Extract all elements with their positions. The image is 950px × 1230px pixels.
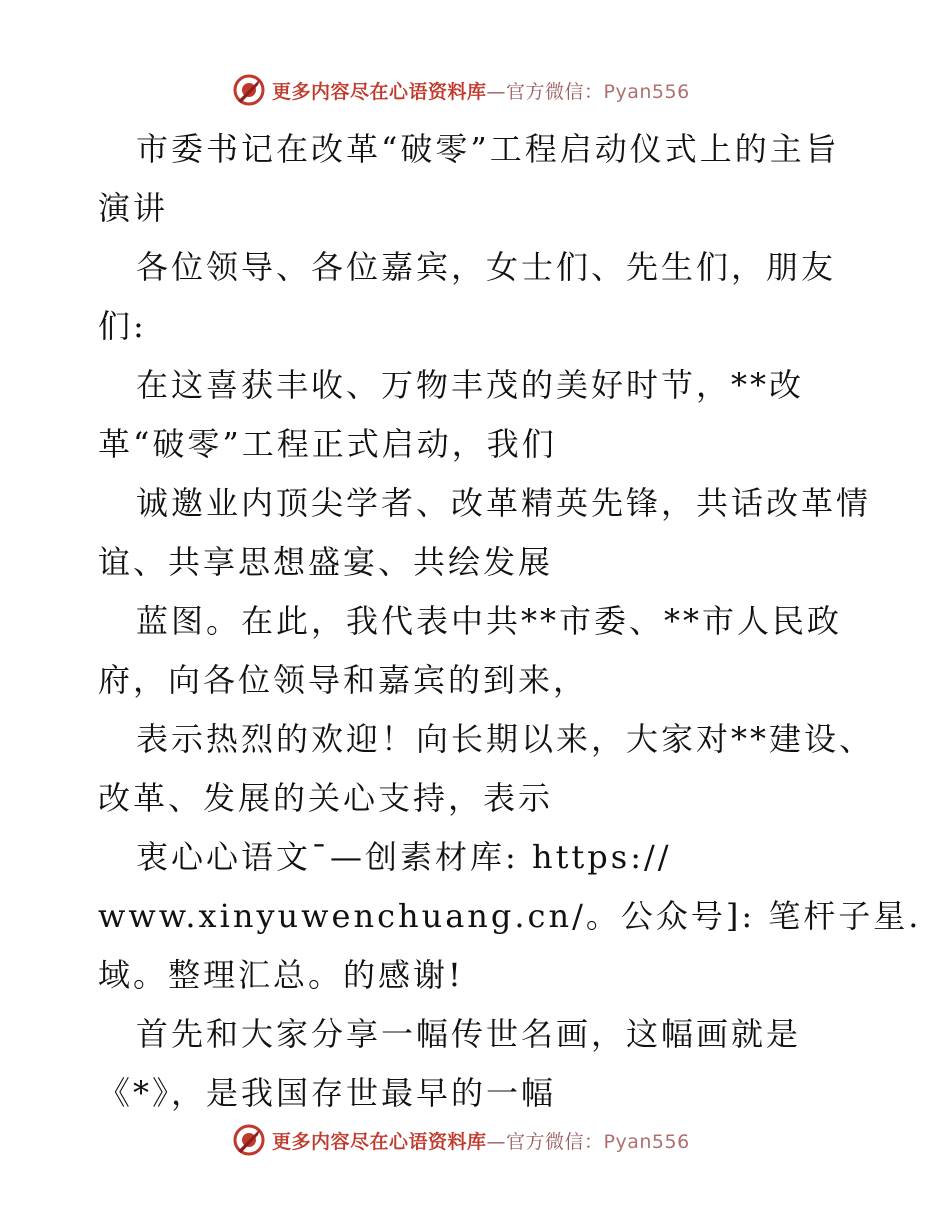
pen-logo-icon <box>232 1123 266 1157</box>
document-body <box>98 120 922 1123</box>
text-line: 《*》，是我国存世最早的一幅 <box>98 1074 557 1112</box>
header-watermark-banner <box>232 72 690 108</box>
text-line: 府，向各位领导和嘉宾的到来， <box>98 661 589 699</box>
text-line: 演讲 <box>98 189 169 227</box>
text-line: 们: <box>98 307 147 345</box>
banner-text: 更多内容尽在心语资料库—官方微信：Pyan556 <box>272 1130 690 1153</box>
text-line: 谊、共享思想盛宴、共绘发展 <box>98 543 554 581</box>
text-line: 改革、发展的关心支持，表示 <box>98 779 554 817</box>
text-line: 诚邀业内顶尖学者、改革精英先锋，共话改革情 <box>136 484 872 522</box>
text-line: 市委书记在改革“破零”工程启动仪式上的主旨 <box>136 130 840 168</box>
text-line: 域。整理汇总。的感谢! <box>98 956 464 994</box>
footer-watermark-banner <box>232 1122 690 1158</box>
text-line: 各位领导、各位嘉宾，女士们、先生们，朋友 <box>136 248 837 286</box>
text-line: 表示热烈的欢迎！向长期以来，大家对**建设、 <box>136 720 875 758</box>
text-line: www.xinyuwenchuang.cn/。公众号]: 笔杆子星. <box>98 897 922 935</box>
text-line: 革“破零”工程正式启动，我们 <box>98 425 557 463</box>
text-line: 首先和大家分享一幅传世名画，这幅画就是 <box>136 1015 802 1053</box>
text-line: 衷心心语文¯—创素材库: https:// <box>136 838 672 876</box>
text-line: 在这喜获丰收、万物丰茂的美好时节，**改 <box>136 366 805 404</box>
text-line: 蓝图。在此，我代表中共**市委、**市人民政 <box>136 602 843 640</box>
pen-logo-icon <box>232 73 266 107</box>
banner-text: 更多内容尽在心语资料库—官方微信：Pyan556 <box>272 80 690 103</box>
